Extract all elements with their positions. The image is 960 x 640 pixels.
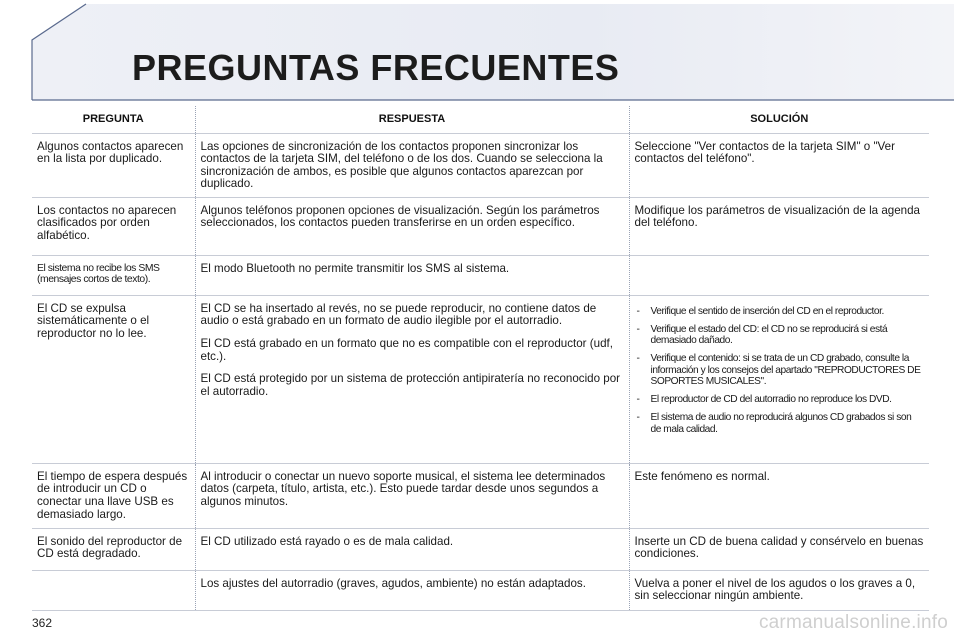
solution-cell: Este fenómeno es normal. [629, 463, 929, 528]
answer-cell [195, 463, 629, 528]
page-title: PREGUNTAS FRECUENTES [132, 47, 620, 88]
solution-cell [629, 255, 929, 295]
answer-text: Las opciones de sincronización de los contactos proponen sincronizar los contactos de la tarjeta SIM, del teléfono o de los dos. Cuando se selecciona la sincronización de ambos, es posible que algunos contactos aparezcan por duplicado. [200, 139, 603, 191]
solution-list-item: - El sistema de audio no reproducirá algunos CD grabados si son de mala calidad. [635, 412, 925, 434]
question-cell: El sonido del reproductor de CD está degradado. [32, 528, 195, 570]
column-header-solution: SOLUCIÓN [629, 106, 929, 133]
solution-list [635, 306, 925, 435]
answer-cell [195, 295, 629, 463]
table-row [32, 528, 929, 570]
solution-list-item: - Verifique el sentido de inserción del CD en el reproductor. [635, 306, 925, 317]
table-row [32, 255, 929, 295]
faq-table [32, 106, 929, 611]
solution-cell: Seleccione "Ver contactos de la tarjeta SIM" o "Ver contactos del teléfono". [629, 133, 929, 197]
question-cell: El tiempo de espera después de introducir un CD o conectar una llave USB es demasiado largo. [32, 463, 195, 528]
table-row [32, 463, 929, 528]
answer-cell [195, 528, 629, 570]
answer-text: Los ajustes del autorradio (graves, agudos, ambiente) no están adaptados. [200, 576, 586, 590]
solution-cell: Modifique los parámetros de visualización de la agenda del teléfono. [629, 197, 929, 255]
solution-list-item: - Verifique el estado del CD: el CD no se reproducirá si está demasiado dañado. [635, 324, 925, 346]
answer-text: Al introducir o conectar un nuevo soporte musical, el sistema lee determinados datos (carpeta, título, artista, etc.). Esto puede tardar desde unos segundos a algunos minutos. [200, 469, 606, 509]
answer-text: El CD está protegido por un sistema de protección antipiratería no reconocido por el autorradio. [200, 372, 621, 398]
question-cell: El CD se expulsa sistemáticamente o el reproductor no lo lee. [32, 295, 195, 463]
column-header-answer: RESPUESTA [195, 106, 629, 133]
question-cell: El sistema no recibe los SMS (mensajes cortos de texto). [32, 255, 195, 295]
page-number: 362 [32, 616, 53, 630]
answer-text: El CD utilizado está rayado o es de mala calidad. [200, 534, 454, 548]
answer-cell [195, 133, 629, 197]
answer-cell [195, 570, 629, 610]
solution-list-item: - El reproductor de CD del autorradio no reproduce los DVD. [635, 394, 925, 405]
table-row [32, 133, 929, 197]
watermark: carmanualsonline.info [758, 612, 948, 633]
solution-cell: Vuelva a poner el nivel de los agudos o los graves a 0, sin seleccionar ningún ambiente. [629, 570, 929, 610]
table-header-row [32, 106, 929, 133]
answer-text: El CD se ha insertado al revés, no se puede reproducir, no contiene datos de audio o está grabado en un formato de audio ilegible por el autorradio. [200, 301, 597, 328]
table-row [32, 197, 929, 255]
column-header-question: PREGUNTA [32, 106, 195, 133]
answer-cell [195, 255, 629, 295]
question-cell [32, 570, 195, 610]
question-cell: Algunos contactos aparecen en la lista por duplicado. [32, 133, 195, 197]
answer-cell [195, 197, 629, 255]
answer-text: El modo Bluetooth no permite transmitir los SMS al sistema. [200, 261, 510, 275]
question-cell: Los contactos no aparecen clasificados por orden alfabético. [32, 197, 195, 255]
answer-text: El CD está grabado en un formato que no es compatible con el reproductor (udf, etc.). [200, 337, 613, 363]
solution-cell: Inserte un CD de buena calidad y consérvelo en buenas condiciones. [629, 528, 929, 570]
table-row [32, 570, 929, 610]
answer-text: Algunos teléfonos proponen opciones de visualización. Según los parámetros seleccionados, los contactos pueden transferirse en un orden específico. [200, 203, 600, 230]
solution-cell [629, 295, 929, 463]
solution-list-item: - Verifique el contenido: si se trata de un CD grabado, consulte la información y los consejos del apartado "REPRODUCTORES DE SOPORTES MUSICALES". [635, 353, 925, 387]
table-row [32, 295, 929, 463]
